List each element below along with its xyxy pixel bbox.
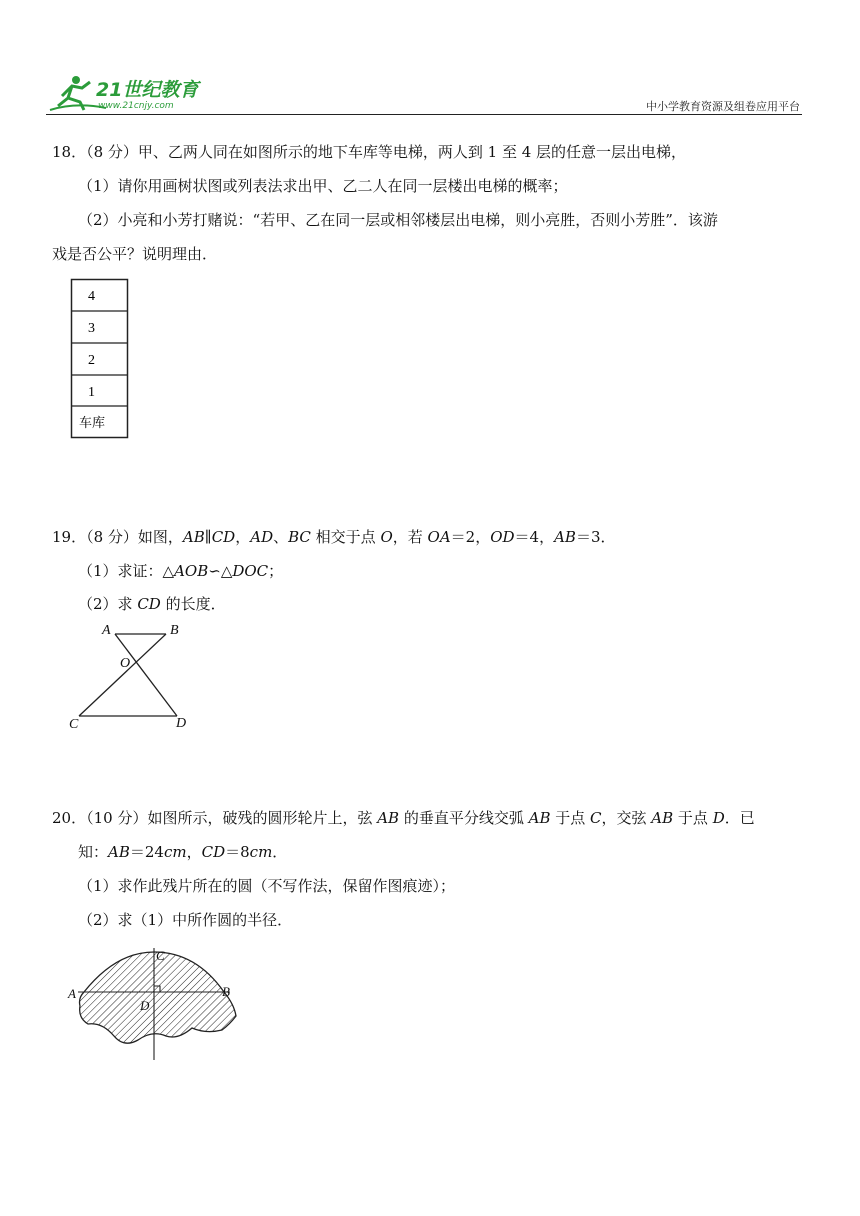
site-logo	[46, 72, 216, 114]
floor-3: 3	[88, 321, 95, 336]
q18-line4: 戏是否公平？说明理由．	[52, 245, 218, 263]
point-C: C	[69, 717, 79, 732]
point-C: C	[156, 948, 165, 963]
q19-line2: （1）求证：△AOB∽△DOC；	[78, 562, 284, 580]
point-B: B	[222, 984, 230, 999]
logo-url: www.21cnjy.com	[98, 101, 174, 111]
point-A: A	[68, 986, 76, 1001]
floor-garage: 车库	[79, 416, 106, 431]
q20-line2: 知：AB＝24cm，CD＝8cm．	[78, 843, 288, 861]
disk-fragment	[80, 952, 237, 1043]
q18-line2: （1）请你用画树状图或列表法求出甲、乙二人在同一层楼出电梯的概率；	[78, 177, 568, 195]
point-O: O	[120, 656, 131, 671]
floor-1: 1	[88, 385, 95, 400]
q19-line1: 19．（8 分）如图，AB∥CD，AD、BC 相交于点 O，若 OA＝2，OD＝4，AB＝3．	[52, 528, 616, 546]
floor-4: 4	[88, 289, 95, 304]
point-A: A	[102, 623, 111, 638]
header-divider	[46, 114, 802, 115]
q20-line1: 20．（10 分）如图所示，破残的圆形轮片上，弦 AB 的垂直平分线交弧 AB 于点 C，交弦 AB 于点 D．已	[52, 809, 755, 827]
floor-2: 2	[88, 353, 95, 368]
q20-line3: （1）求作此残片所在的圆（不写作法，保留作图痕迹）；	[78, 877, 456, 895]
q19-line3: （2）求 CD 的长度．	[78, 595, 226, 613]
point-D: D	[140, 998, 150, 1013]
q18-line3: （2）小亮和小芳打赌说：“若甲、乙在同一层或相邻楼层出电梯，则小亮胜，否则小芳胜”．该游	[78, 211, 718, 229]
q18-line1: 18．（8 分）甲、乙两人同在如图所示的地下车库等电梯，两人到 1 至 4 层的任意一层出电梯，	[52, 143, 687, 161]
point-D: D	[176, 716, 187, 731]
q20-line4: （2）求（1）中所作圆的半径．	[78, 911, 293, 929]
point-B: B	[170, 623, 179, 638]
platform-name: 中小学教育资源及组卷应用平台	[646, 100, 800, 113]
floor-diagram	[70, 278, 132, 442]
logo-text: 21世纪教育	[96, 79, 199, 101]
triangles-figure	[64, 620, 194, 732]
broken-disk-figure	[66, 944, 246, 1064]
